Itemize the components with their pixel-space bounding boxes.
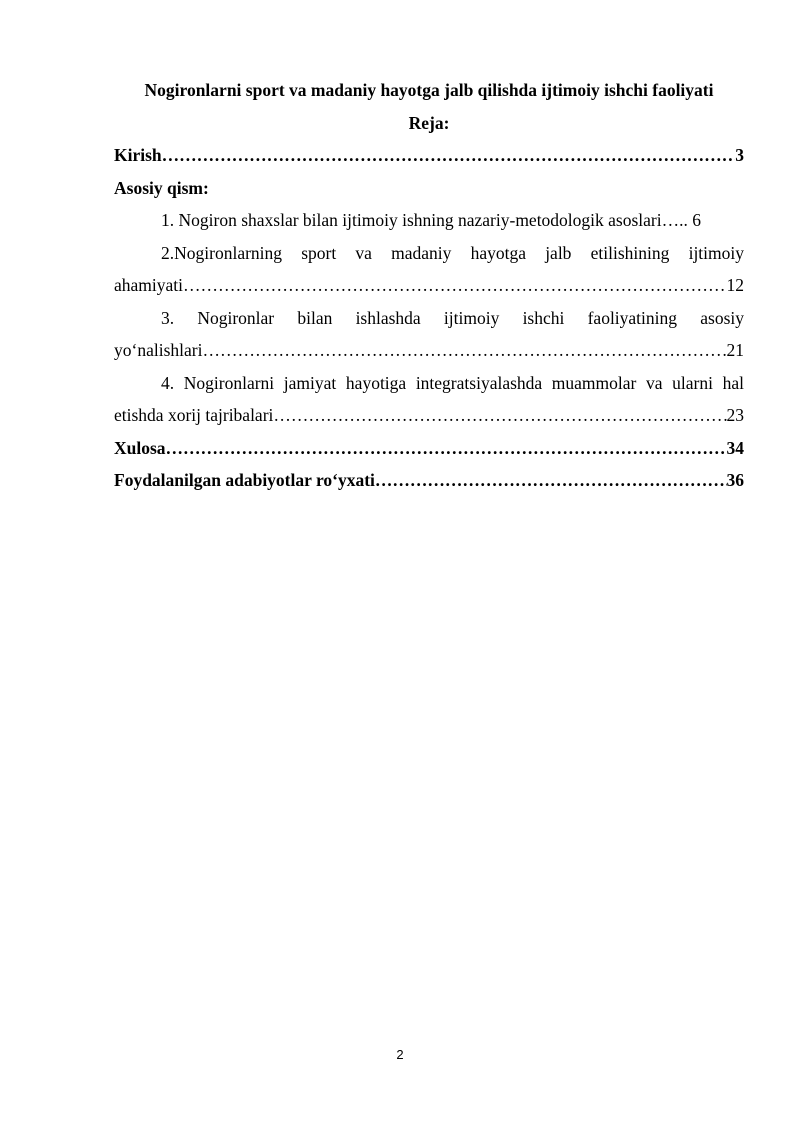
toc-entry-item-1 bbox=[114, 204, 744, 237]
toc-entry-item-4 bbox=[114, 367, 744, 432]
toc-dot-leader bbox=[202, 334, 726, 367]
toc-entry-item-4-page: 23 bbox=[726, 405, 744, 425]
toc-entry-item-2-page: 12 bbox=[726, 275, 744, 295]
toc-entry-item-3-page: 21 bbox=[726, 340, 744, 360]
toc-entry-item-2-line1: 2.Nogironlarning sport va madaniy hayotga jalb etilishining ijtimoiy bbox=[161, 242, 744, 263]
toc-entry-item-3-line2: yo‘nalishlari bbox=[114, 340, 203, 360]
toc-entry-item-2 bbox=[114, 237, 744, 302]
toc-entry-intro bbox=[114, 139, 744, 172]
toc-entry-conclusion-page: 34 bbox=[726, 437, 744, 458]
toc-dot-leader bbox=[375, 464, 727, 497]
toc-entry-references bbox=[114, 464, 744, 497]
toc-entry-item-1-page: 6 bbox=[692, 210, 701, 230]
plan-heading: Reja: bbox=[408, 112, 450, 133]
toc-dot-leader bbox=[183, 269, 726, 302]
toc-entry-intro-label: Kirish bbox=[114, 145, 162, 165]
toc-dot-leader bbox=[166, 432, 727, 465]
toc-entry-references-label: Foydalanilgan adabiyotlar ro‘yxati bbox=[114, 470, 375, 490]
toc-entry-item-1-label: 1. Nogiron shaxslar bilan ijtimoiy ishning nazariy-metodologik asoslari bbox=[161, 210, 662, 230]
page-number: 2 bbox=[396, 1047, 404, 1062]
toc-dot-leader bbox=[162, 139, 736, 172]
toc-entry-item-4-line1: 4. Nogironlarni jamiyat hayotiga integratsiyalashda muammolar va ularni hal bbox=[161, 372, 744, 393]
toc-entry-references-page: 36 bbox=[726, 470, 744, 490]
toc-entry-item-2-line2: ahamiyati bbox=[114, 275, 184, 295]
toc-entry-intro-page: 3 bbox=[735, 145, 744, 165]
document-title: Nogironlarni sport va madaniy hayotga jalb qilishda ijtimoiy ishchi faoliyati bbox=[144, 80, 714, 100]
toc-entry-conclusion bbox=[114, 432, 744, 465]
document-page bbox=[114, 74, 744, 497]
toc-dot-leader bbox=[273, 399, 726, 432]
toc-entry-conclusion-label: Xulosa bbox=[114, 437, 166, 458]
toc-entry-item-4-line2: etishda xorij tajribalari bbox=[114, 405, 274, 425]
toc-entry-item-1-dots: ….. bbox=[661, 210, 688, 230]
toc-entry-item-3-line1: 3. Nogironlar bilan ishlashda ijtimoiy ishchi faoliyatining asosiy bbox=[161, 307, 744, 328]
main-part-heading: Asosiy qism: bbox=[114, 177, 209, 198]
toc-entry-item-3 bbox=[114, 302, 744, 367]
